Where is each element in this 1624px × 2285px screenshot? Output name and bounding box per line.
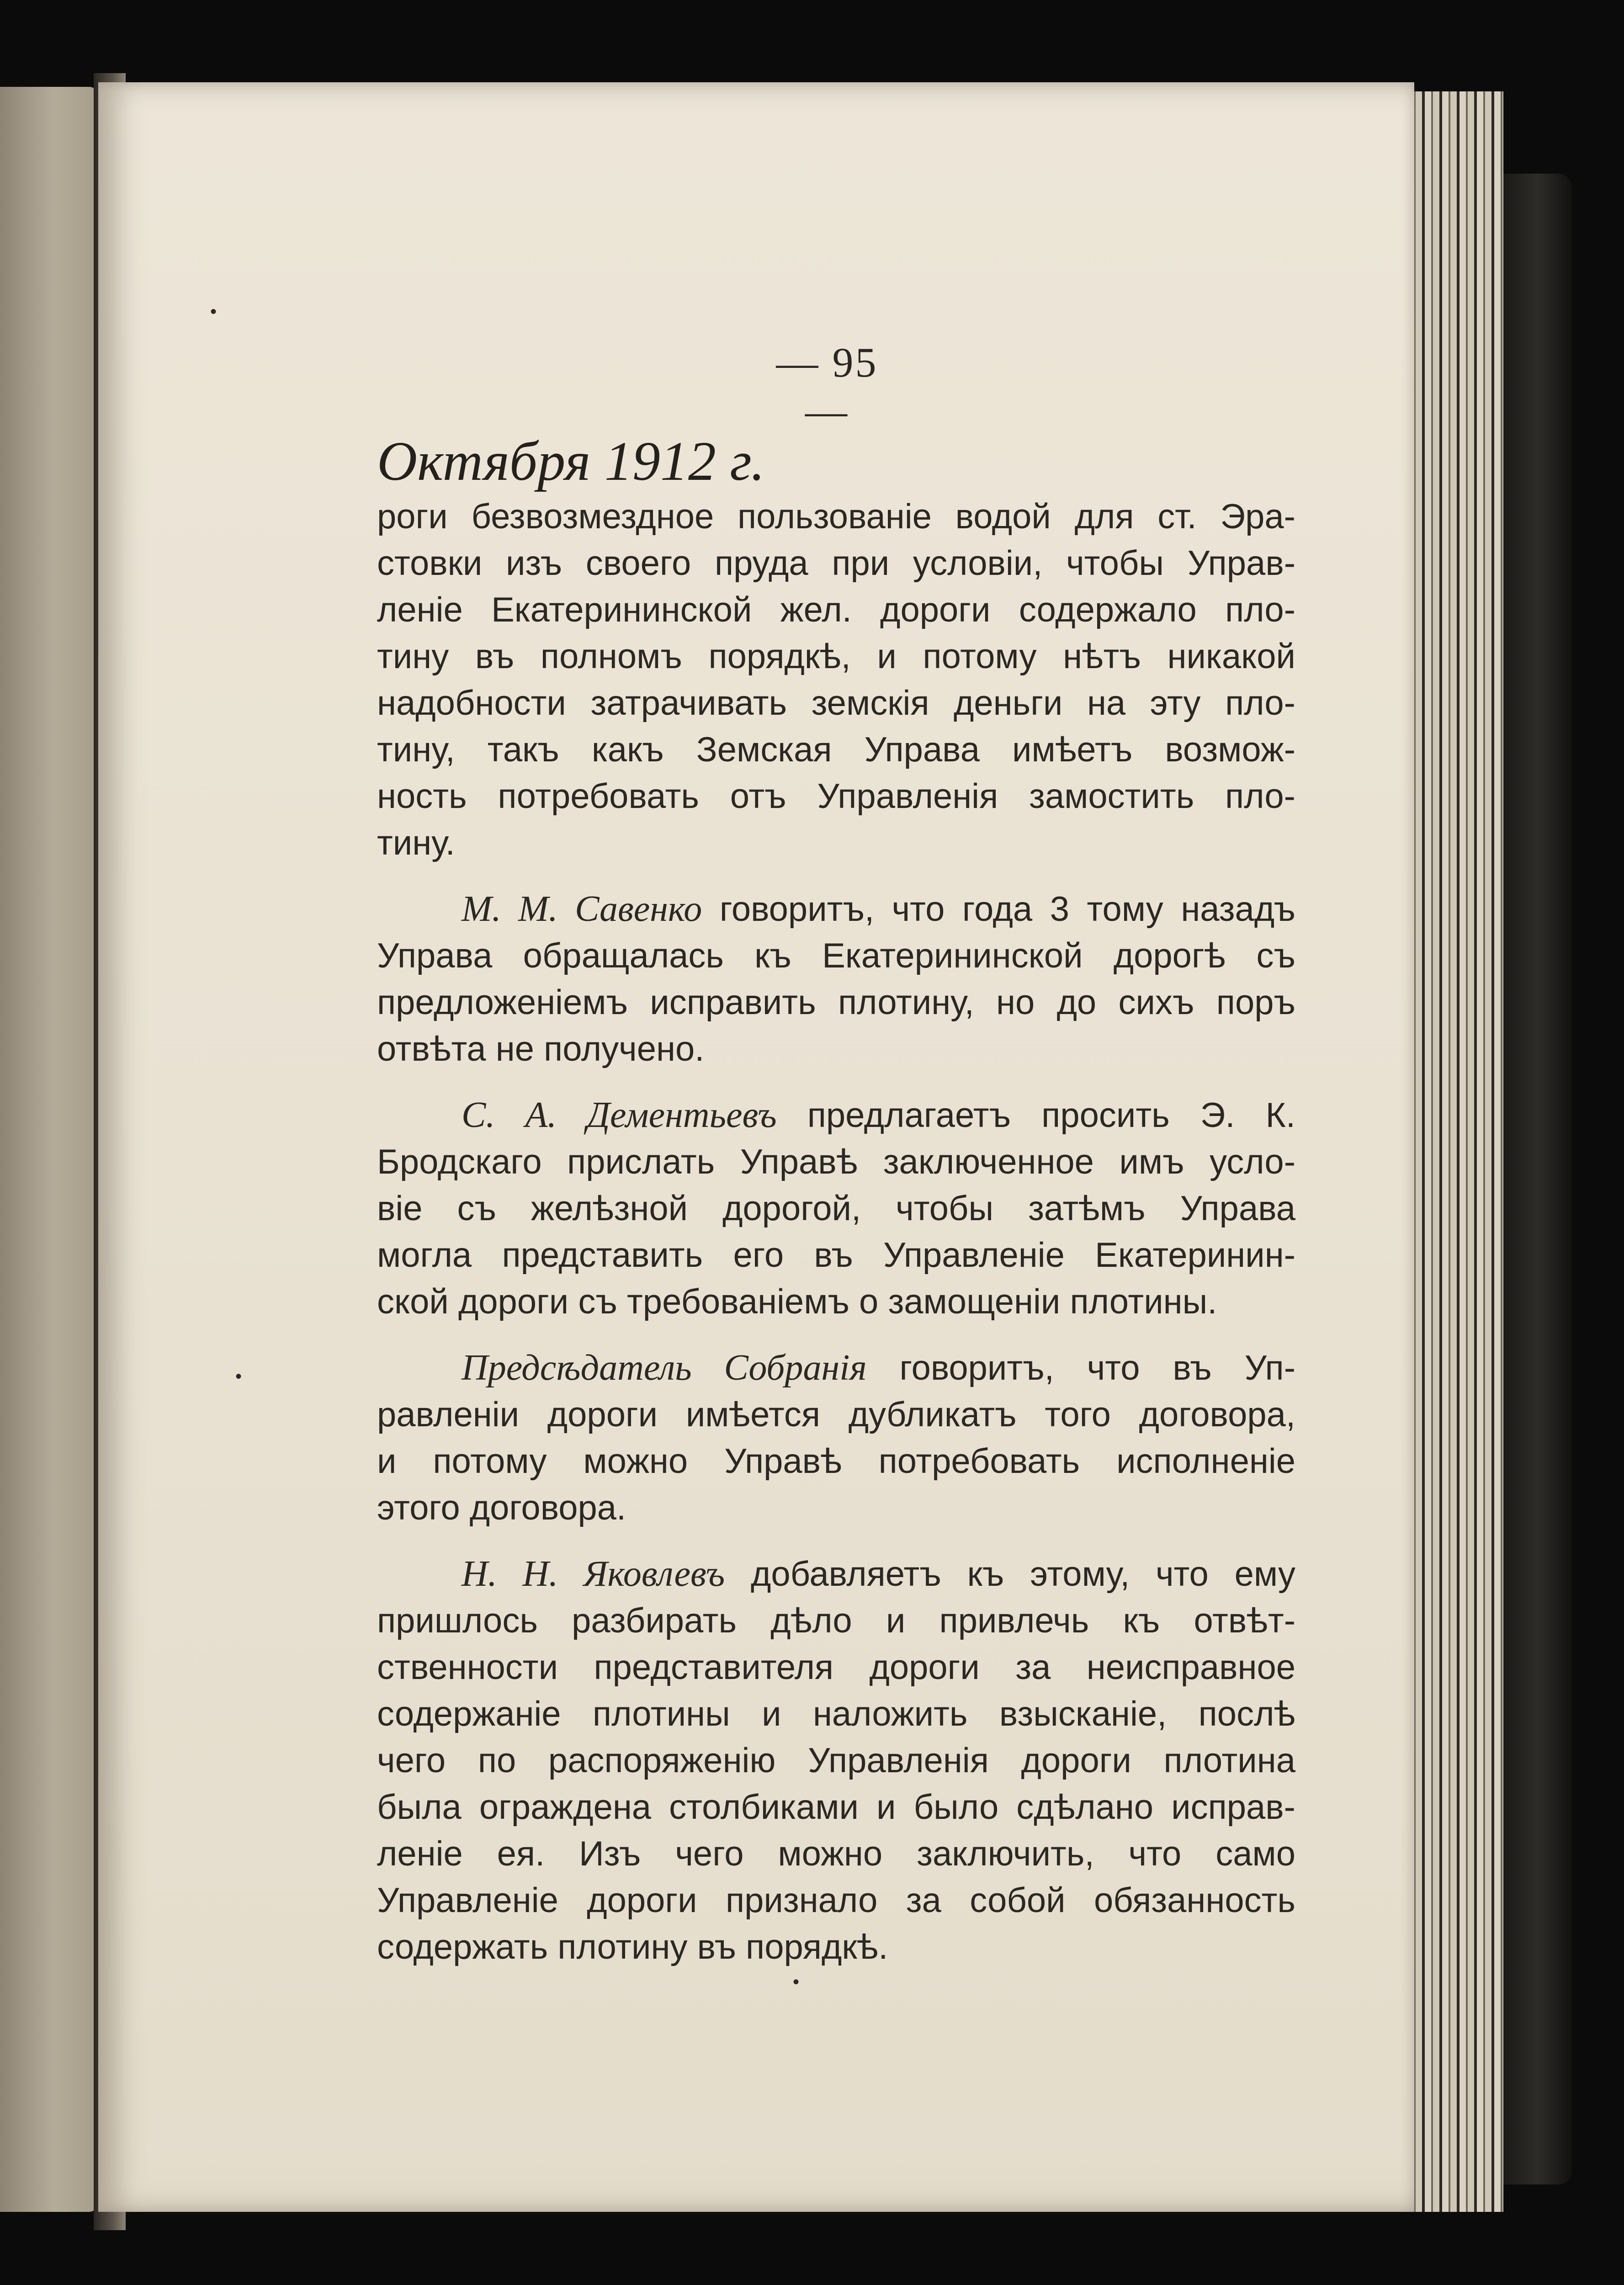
text-line: этого договора. (377, 1488, 626, 1527)
ink-speck: • (235, 1366, 242, 1387)
text-fragment: говоритъ, что года 3 тому назадъ (702, 890, 1296, 929)
text-line: віе съ желѣзной дорогой, чтобы затѣмъ Управа (377, 1189, 1295, 1228)
text-line (377, 1344, 1295, 1392)
text-line: стовки изъ своего пруда при условіи, чтобы Управ- (377, 544, 1295, 583)
text-line (377, 886, 1295, 933)
book-cover-edge (1503, 174, 1572, 2184)
text-line: отвѣта не получено. (377, 1030, 705, 1068)
text-line: пришлось разбирать дѣло и привлечь къ отвѣт- (377, 1601, 1295, 1640)
paragraph (377, 1344, 1295, 1531)
text-line: Бродскаго прислать Управѣ заключенное имъ усло- (377, 1142, 1295, 1181)
text-line: тину. (377, 824, 455, 862)
paragraph (377, 494, 1295, 866)
book-page (98, 82, 1414, 2212)
text-line (377, 1092, 1295, 1139)
text-fragment: добавляетъ къ этому, что ему (725, 1555, 1295, 1594)
text-line: и потому можно Управѣ потребовать исполненіе (377, 1442, 1295, 1481)
paragraph (377, 886, 1295, 1073)
text-line: роги безвозмездное пользованіе водой для ст. Эра- (377, 497, 1295, 536)
page-number: — 95 — (776, 339, 878, 434)
ink-speck: • (793, 1972, 800, 1992)
text-line: равленіи дороги имѣется дубликатъ того договора, (377, 1395, 1295, 1434)
text-line: Управа обращалась къ Екатерининской дорогѣ съ (377, 936, 1295, 975)
text-line (377, 1551, 1295, 1598)
text-line: содержаніе плотины и наложить взысканіе, послѣ (377, 1695, 1295, 1733)
speaker-name: Предсѣдатель Собранія (462, 1348, 867, 1388)
text-line: тину въ полномъ порядкѣ, и потому нѣтъ никакой (377, 637, 1295, 676)
paragraph (377, 1551, 1295, 1971)
speaker-name: Н. Н. Яковлевъ (462, 1554, 725, 1594)
speaker-name: М. М. Савенко (462, 889, 702, 929)
text-line: предложеніемъ исправить плотину, но до сихъ поръ (377, 983, 1295, 1022)
text-line: ственности представителя дороги за неисправное (377, 1648, 1295, 1687)
text-line: чего по распоряженію Управленія дороги плотина (377, 1741, 1295, 1780)
text-line: могла представить его въ Управленіе Екатеринин- (377, 1236, 1295, 1275)
text-line: Управленіе дороги признало за собой обязанность (377, 1881, 1295, 1920)
text-line: леніе ея. Изъ чего можно заключить, что само (377, 1834, 1295, 1873)
paragraph (377, 1092, 1295, 1325)
text-fragment: предлагаетъ просить Э. К. (776, 1096, 1295, 1135)
running-head: Октября 1912 г. (377, 430, 765, 492)
text-line: ской дороги съ требованіемъ о замощеніи плотины. (377, 1282, 1217, 1321)
text-line: была ограждена столбиками и было сдѣлано исправ- (377, 1788, 1295, 1827)
speaker-name: С. А. Дементьевъ (462, 1095, 777, 1135)
facing-page-edge (0, 87, 98, 2212)
page-edges (1407, 91, 1503, 2212)
text-body (377, 494, 1295, 1971)
text-line: надобности затрачивать земскія деньги на эту пло- (377, 684, 1295, 723)
text-line: леніе Екатерининской жел. дороги содержало пло- (377, 590, 1295, 629)
text-line: содержать плотину въ порядкѣ. (377, 1928, 888, 1966)
ink-speck: • (210, 302, 217, 322)
text-line: тину, такъ какъ Земская Управа имѣетъ возмож- (377, 730, 1295, 769)
text-line: ность потребовать отъ Управленія замостить пло- (377, 777, 1295, 816)
text-fragment: говоритъ, что въ Уп- (866, 1349, 1296, 1387)
